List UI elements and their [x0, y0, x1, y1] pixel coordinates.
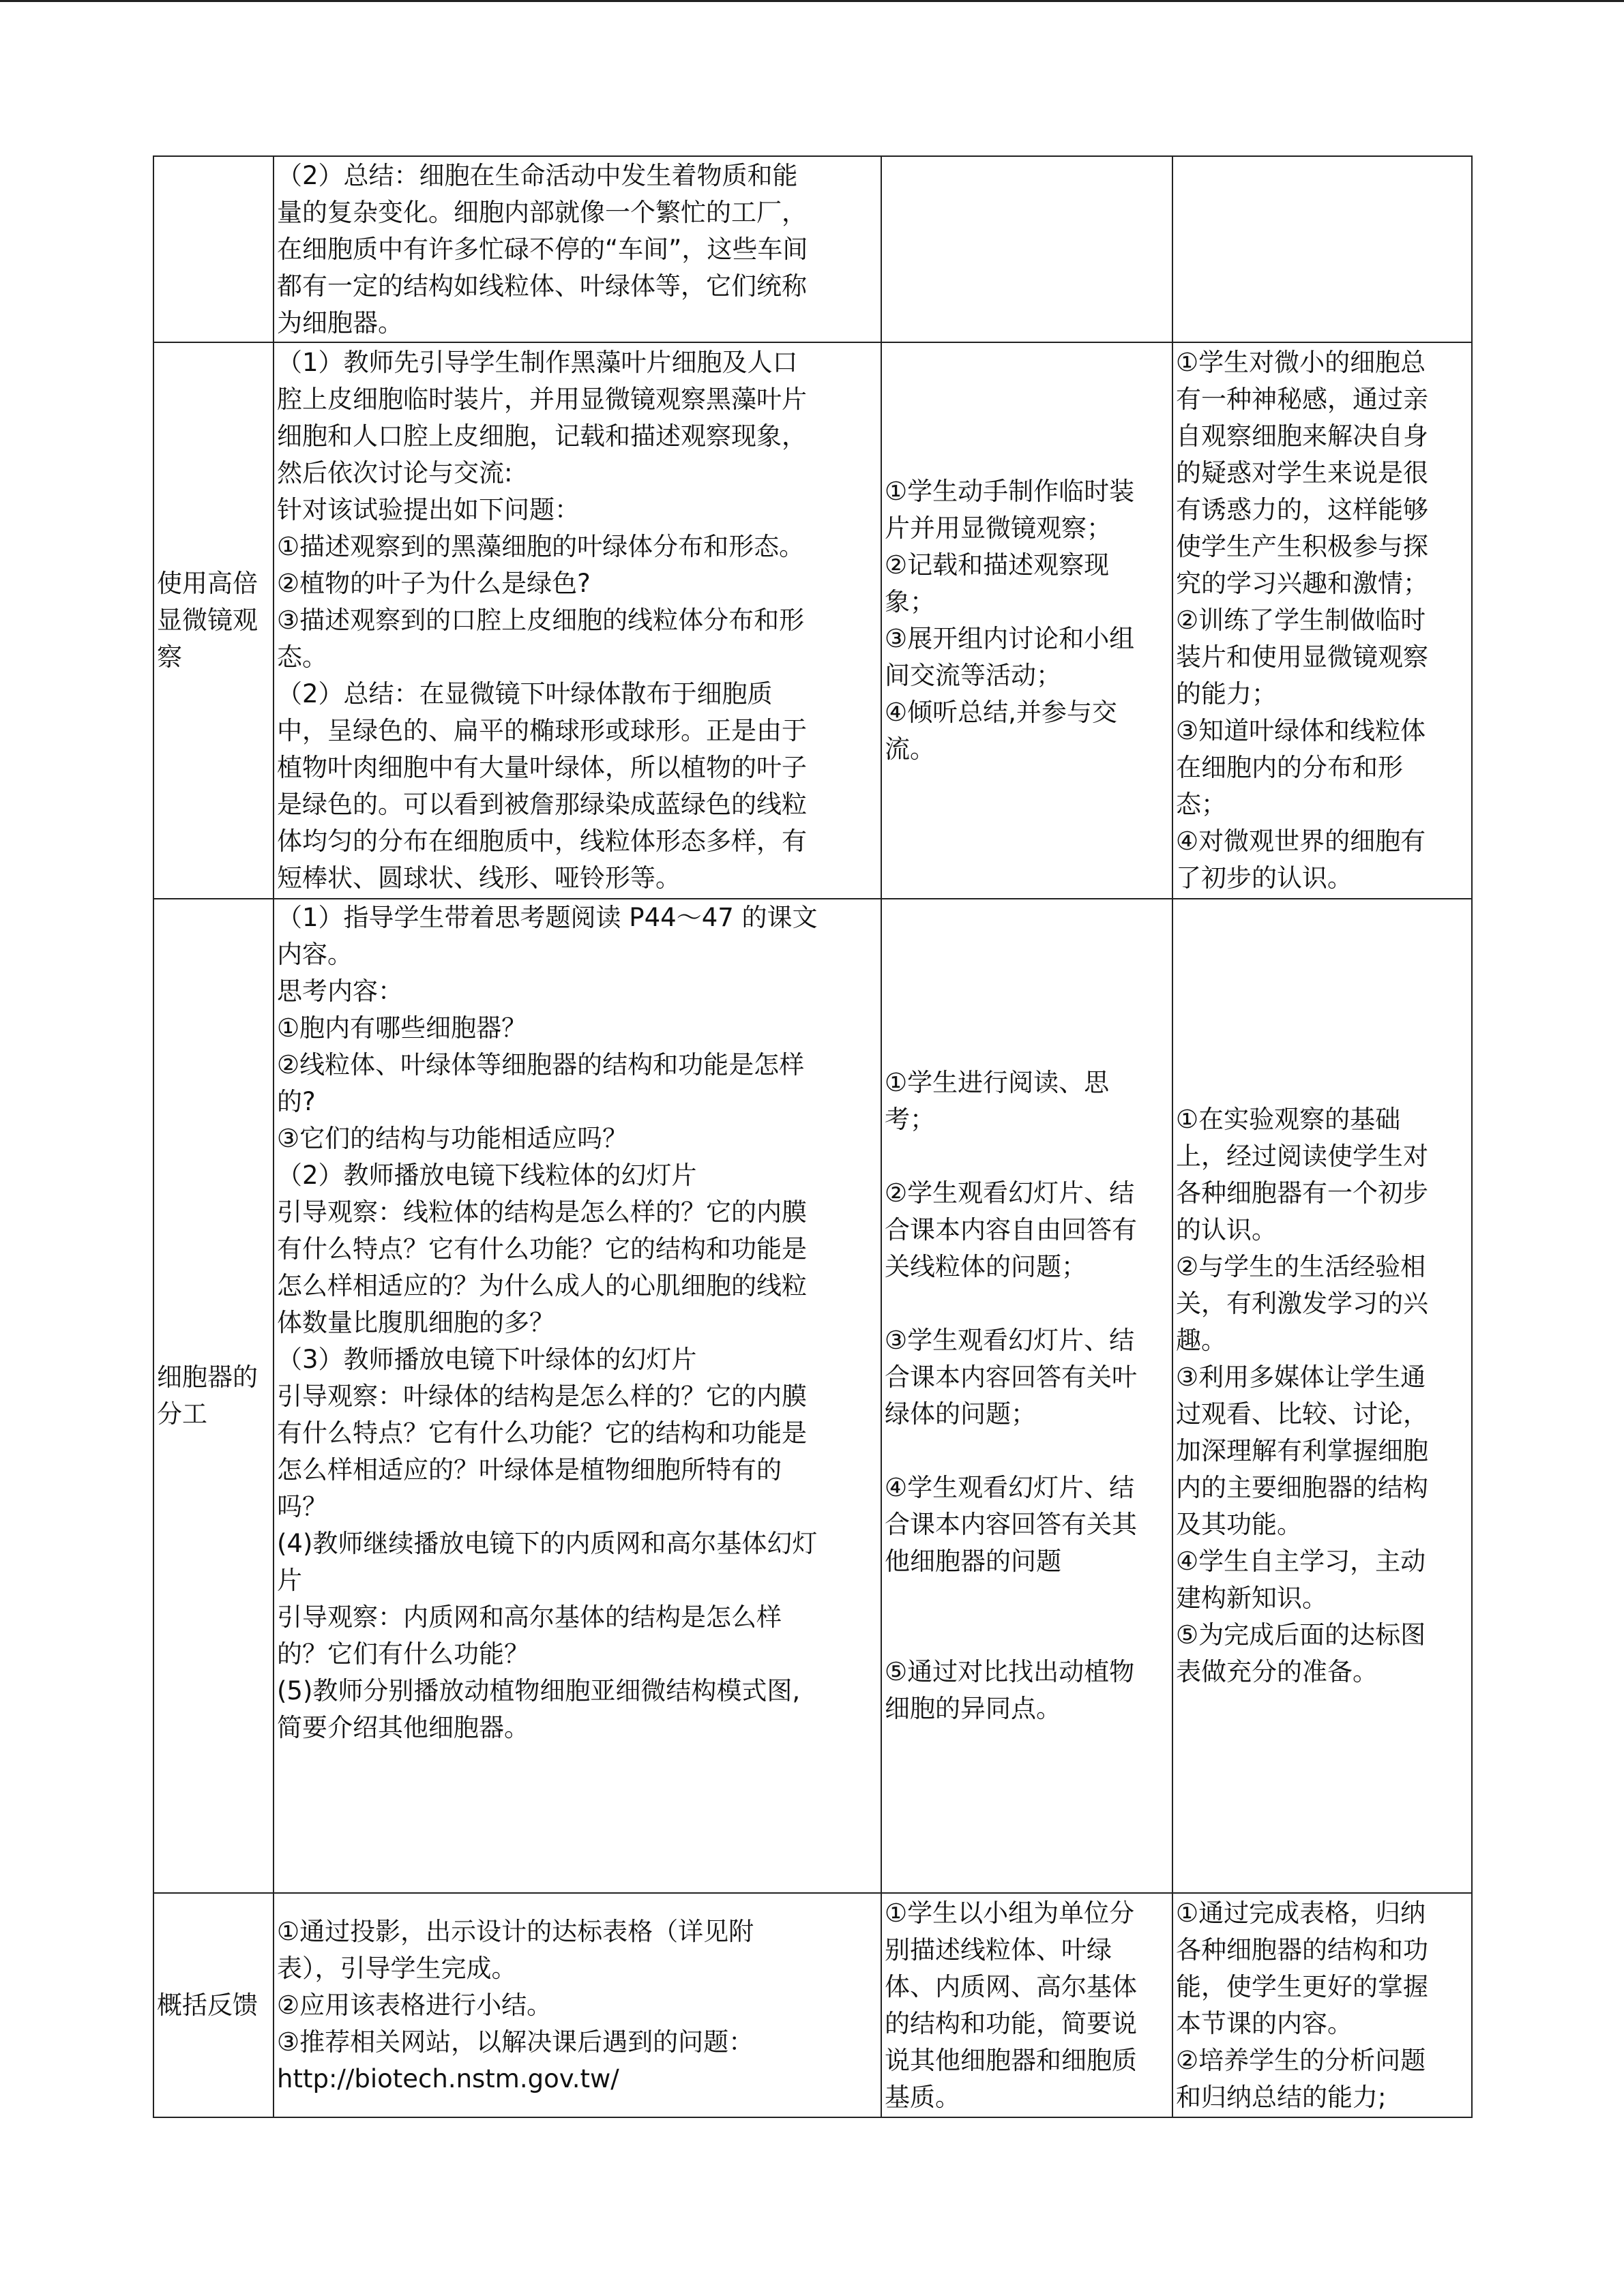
text-line: ①学生对微小的细胞总 — [1176, 348, 1426, 377]
text-line: 表），引导学生完成。 — [277, 1953, 517, 1983]
text-line: 态； — [1176, 790, 1226, 819]
text-line: 引导观察：内质网和高尔基体的结构是怎么样 — [277, 1602, 782, 1632]
text-line: ③展开组内讨论和小组 — [885, 624, 1135, 653]
text-line: 合课本内容回答有关其 — [885, 1510, 1137, 1539]
text-line: 基质。 — [885, 2082, 960, 2112]
text-line: ②记载和描述观察现 — [885, 550, 1110, 580]
text-line: 有什么特点？它有什么功能？它的结构和功能是 — [277, 1234, 807, 1264]
text-line: 过观看、比较、讨论， — [1176, 1399, 1428, 1429]
text-line: 的认识。 — [1176, 1215, 1277, 1244]
text-line: 考； — [885, 1105, 935, 1134]
text-line: 他细胞器的问题 — [885, 1547, 1061, 1576]
design-intent-cell — [1172, 1893, 1472, 2117]
text-line: (5)教师分别播放动植物细胞亚细微结构模式图, — [277, 1676, 801, 1705]
text-line: （2）教师播放电镜下线粒体的幻灯片 — [277, 1161, 697, 1190]
text-line: 怎么样相适应的？为什么成人的心肌细胞的线粒 — [277, 1271, 807, 1300]
text-line: 简要介绍其他细胞器。 — [277, 1713, 529, 1742]
text-line: 引导观察：叶绿体的结构是怎么样的？它的内膜 — [277, 1382, 807, 1411]
website-link-text: http://biotech.nstm.gov.tw/ — [277, 2063, 619, 2093]
text-line: 本节课的内容。 — [1176, 2008, 1353, 2038]
text-line: ①胞内有哪些细胞器？ — [277, 1013, 527, 1043]
text-line: 别描述线粒体、叶绿 — [885, 1935, 1112, 1965]
student-activity-cell — [881, 899, 1172, 1893]
text-line: 和归纳总结的能力; — [1176, 2082, 1387, 2112]
text-line: 中，呈绿色的、扁平的椭球形或球形。正是由于 — [277, 716, 807, 745]
text-line: ①通过完成表格，归纳 — [1176, 1898, 1426, 1928]
text-line: ③学生观看幻灯片、结 — [885, 1326, 1135, 1355]
text-line: 关线粒体的问题； — [885, 1252, 1087, 1281]
text-line: 的疑惑对学生来说是很 — [1176, 458, 1428, 488]
text-line: 各种细胞器有一个初步 — [1176, 1178, 1428, 1208]
text-line: ③知道叶绿体和线粒体 — [1176, 716, 1426, 745]
text-line: 能，使学生更好的掌握 — [1176, 1971, 1428, 2001]
spacer — [885, 1617, 1169, 1654]
teacher-activity-cell — [274, 899, 881, 1893]
text-line: 合课本内容回答有关叶 — [885, 1362, 1137, 1392]
teacher-activity-cell — [274, 342, 881, 899]
text-line: （2）总结：在显微镜下叶绿体散布于细胞质 — [277, 679, 773, 709]
text-line: 体均匀的分布在细胞质中，线粒体形态多样，有 — [277, 826, 807, 856]
text-line: ④倾听总结,并参与交 — [885, 698, 1117, 727]
text-line: ③描述观察到的口腔上皮细胞的线粒体分布和形 — [277, 606, 805, 635]
text-line: （2）总结：细胞在生命活动中发生着物质和能 — [277, 160, 798, 190]
table-row — [153, 342, 1472, 899]
text-line: 流。 — [885, 734, 935, 764]
text-line: ②应用该表格进行小结。 — [277, 1990, 552, 2020]
text-line: 内的主要细胞器的结构 — [1176, 1473, 1428, 1502]
text-line: ③推荐相关网站，以解决课后遇到的问题： — [277, 2027, 754, 2057]
text-line: 态。 — [277, 642, 327, 672]
text-line: ②线粒体、叶绿体等细胞器的结构和功能是怎样 — [277, 1050, 805, 1079]
student-activity-cell — [881, 156, 1172, 342]
text-line: ②培养学生的分析问题 — [1176, 2045, 1426, 2075]
text-line: 有诱惑力的，这样能够 — [1176, 495, 1428, 524]
text-line: 思考内容： — [277, 976, 403, 1006]
text-line: 了初步的认识。 — [1176, 863, 1353, 893]
text-line: （1）教师先引导学生制作黑藻叶片细胞及人口 — [277, 348, 798, 377]
design-intent-cell — [1172, 342, 1472, 899]
text-line: ①学生进行阅读、思 — [885, 1068, 1110, 1097]
text-line: 说其他细胞器和细胞质 — [885, 2045, 1137, 2075]
text-line: 有一种神秘感，通过亲 — [1176, 385, 1428, 414]
text-line: 绿体的问题； — [885, 1399, 1036, 1429]
text-line: ③利用多媒体让学生通 — [1176, 1362, 1426, 1392]
text-line: 有什么特点？它有什么功能？它的结构和功能是 — [277, 1418, 807, 1448]
text-line: ④学生观看幻灯片、结 — [885, 1473, 1135, 1502]
text-line: ①学生动手制作临时装 — [885, 477, 1135, 506]
lesson-plan-table — [153, 155, 1473, 2118]
text-line: 细胞的异同点。 — [885, 1694, 1061, 1723]
text-line: 关，有利激发学习的兴 — [1176, 1289, 1428, 1318]
text-line: 怎么样相适应的？叶绿体是植物细胞所特有的 — [277, 1455, 782, 1485]
text-line: ①描述观察到的黑藻细胞的叶绿体分布和形态。 — [277, 532, 805, 561]
text-line: 象； — [885, 587, 935, 616]
text-line: ①在实验观察的基础 — [1176, 1105, 1401, 1134]
table-row — [153, 156, 1472, 342]
spacer — [885, 1433, 1169, 1470]
text-line: 趣。 — [1176, 1326, 1226, 1355]
text-line: ②与学生的生活经验相 — [1176, 1252, 1426, 1281]
text-line: 自观察细胞来解决自身 — [1176, 421, 1428, 451]
text-line: 吗？ — [277, 1492, 327, 1521]
text-line: 都有一定的结构如线粒体、叶绿体等，它们统称 — [277, 271, 807, 301]
text-line: 使学生产生积极参与探 — [1176, 532, 1428, 561]
spacer — [885, 1138, 1169, 1175]
text-line: 腔上皮细胞临时装片，并用显微镜观察黑藻叶片 — [277, 385, 807, 414]
stage-cell: 使用高倍显微镜观察 — [153, 342, 274, 899]
text-line: 片 — [277, 1566, 302, 1595]
text-line: （3）教师播放电镜下叶绿体的幻灯片 — [277, 1345, 697, 1374]
spacer — [885, 1285, 1169, 1322]
table-row — [153, 1893, 1472, 2117]
text-line: 内容。 — [277, 940, 353, 969]
text-line: ⑤通过对比找出动植物 — [885, 1657, 1135, 1686]
text-line: 在细胞内的分布和形 — [1176, 753, 1403, 782]
text-line: 合课本内容自由回答有 — [885, 1215, 1137, 1244]
text-line: 片并用显微镜观察； — [885, 513, 1112, 543]
text-line: 上，经过阅读使学生对 — [1176, 1142, 1428, 1171]
text-line: 针对该试验提出如下问题： — [277, 495, 580, 524]
table-row — [153, 899, 1472, 1893]
teacher-activity-cell — [274, 156, 881, 342]
text-line: 在细胞质中有许多忙碌不停的“车间”，这些车间 — [277, 234, 808, 264]
spacer — [885, 1580, 1169, 1617]
student-activity-cell — [881, 1893, 1172, 2117]
text-line: 然后依次讨论与交流: — [277, 458, 513, 488]
text-line: 体数量比腹肌细胞的多？ — [277, 1308, 555, 1337]
text-line: 的结构和功能，简要说 — [885, 2008, 1137, 2038]
text-line: (4)教师继续播放电镜下的内质网和高尔基体幻灯 — [277, 1529, 818, 1558]
text-line: 量的复杂变化。细胞内部就像一个繁忙的工厂， — [277, 197, 807, 227]
text-line: ②植物的叶子为什么是绿色? — [277, 569, 591, 598]
text-line: 短棒状、圆球状、线形、哑铃形等。 — [277, 863, 681, 893]
text-line: 体、内质网、高尔基体 — [885, 1971, 1137, 2001]
text-line: 细胞和人口腔上皮细胞，记载和描述观察现象， — [277, 421, 807, 451]
text-line: 建构新知识。 — [1176, 1583, 1327, 1613]
text-line: 植物叶肉细胞中有大量叶绿体，所以植物的叶子 — [277, 753, 807, 782]
stage-cell — [153, 156, 274, 342]
text-line: ②训练了学生制做临时 — [1176, 606, 1426, 635]
stage-cell: 细胞器的分工 — [153, 899, 274, 1893]
text-line: （1）指导学生带着思考题阅读 P44～47 的课文 — [277, 903, 818, 932]
text-line: ③它们的结构与功能相适应吗？ — [277, 1124, 628, 1153]
text-line: 引导观察：线粒体的结构是怎么样的？它的内膜 — [277, 1197, 807, 1227]
text-line: 各种细胞器的结构和功 — [1176, 1935, 1428, 1965]
text-line: ②学生观看幻灯片、结 — [885, 1178, 1135, 1208]
student-activity-cell — [881, 342, 1172, 899]
text-line: 的? — [277, 1087, 316, 1116]
text-line: ④对微观世界的细胞有 — [1176, 826, 1426, 856]
text-line: 的？它们有什么功能？ — [277, 1639, 529, 1669]
text-line: ①学生以小组为单位分 — [885, 1898, 1135, 1928]
design-intent-cell — [1172, 156, 1472, 342]
text-line: 为细胞器。 — [277, 308, 403, 338]
teacher-activity-cell — [274, 1893, 881, 2117]
text-line: 装片和使用显微镜观察 — [1176, 642, 1428, 672]
page-top-border — [0, 0, 1624, 2]
text-line: 是绿色的。可以看到被詹那绿染成蓝绿色的线粒 — [277, 790, 807, 819]
design-intent-cell — [1172, 899, 1472, 1893]
text-line: 表做充分的准备。 — [1176, 1657, 1378, 1686]
text-line: 间交流等活动； — [885, 661, 1061, 690]
text-line: ④学生自主学习，主动 — [1176, 1547, 1426, 1576]
text-line: 究的学习兴趣和激情； — [1176, 569, 1428, 598]
text-line: 的能力； — [1176, 679, 1277, 709]
text-line: 及其功能。 — [1176, 1510, 1302, 1539]
text-line: 加深理解有利掌握细胞 — [1176, 1436, 1428, 1465]
stage-cell: 概括反馈 — [153, 1893, 274, 2117]
text-line: ①通过投影，出示设计的达标表格（详见附 — [277, 1916, 754, 1946]
text-line: ⑤为完成后面的达标图 — [1176, 1620, 1426, 1650]
